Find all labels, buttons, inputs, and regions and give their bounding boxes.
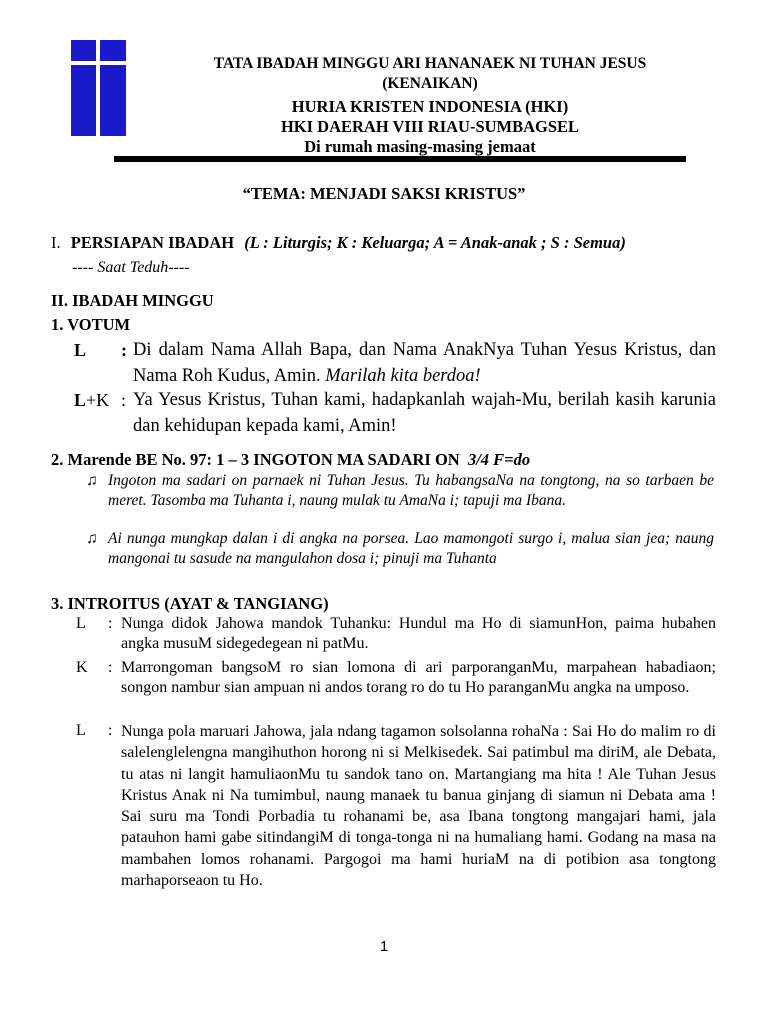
votum-heading: 1. VOTUM	[51, 315, 131, 334]
role-legend: (L : Liturgis; K : Keluarga; A = Anak-anak ; S : Semua)	[244, 233, 626, 252]
introitus-heading: 3. INTROITUS (AYAT & TANGIANG)	[51, 594, 329, 613]
header-line-1: TATA IBADAH MINGGU ARI HANANAEK NI TUHAN JESUS	[213, 55, 647, 72]
section-number: I.	[51, 233, 61, 252]
section-persiapan	[51, 233, 626, 253]
votum-liturgist-text	[133, 337, 716, 389]
votum-l-main: Di dalam Nama Allah Bapa, dan Nama AnakNya Tuhan Yesus Kristus, dan Nama Roh Kudus, Amin.	[133, 340, 716, 386]
introitus-l2-label: L	[76, 722, 86, 739]
quiet-moment-note: ---- Saat Teduh----	[72, 259, 190, 276]
header-title	[130, 54, 730, 94]
header-line-2: (KENAIKAN)	[382, 75, 478, 92]
introitus-k-colon: :	[108, 659, 113, 676]
hymn-heading	[51, 450, 530, 470]
header-rule	[114, 156, 686, 162]
header-organization	[130, 97, 730, 157]
music-note-icon: ♫	[86, 472, 98, 489]
hymn-verse-2: Ai nunga mungkap dalan i di angka na porsea. Lao mamongoti surgo i, malua sian jea; naung mangonai tu sasude na mangulahon dosa i; pinuji ma Tuhanta	[108, 530, 714, 567]
theme-title: “TEMA: MENJADI SAKSI KRISTUS”	[242, 184, 526, 203]
introitus-l1-text: Nunga didok Jahowa mandok Tuhanku: Hundul ma Ho di siamunHon, paima hubahen angka musuM sidegedegean ni patMu.	[121, 615, 716, 652]
introitus-l2-text: Nunga pola maruari Jahowa, jala ndang tagamon solsolanna rohaNa : Sai Ho do malim ro di salelenglelengna mangihuthon horong ni si Melkisedek. Sai patimbul ma diriM, ale Debata, tu atas ni langit hamuliaonMu tu sandok tano on. Martangiang ma hita ! Ale Tuhan Jesus Kristus Anak ni Na tumimbul, naung manaek tu banua ginjang di siamun ni Debata ama ! Sai suru ma Tondi Porbadia tu rohanami be, asa Ibana tongtong mangajari hami, jala patauhon hami gabe sitindangiM di tonga-tonga ni na humaliang hami. Godang na masa na mambahen lomos rohanami. Pargogoi ma hami huriaM na di potibion asa tongtong marhaporseaon tu Ho.	[121, 723, 716, 890]
votum-response-text: Ya Yesus Kristus, Tuhan kami, hadapkanlah wajah-Mu, berilah kasih karunia dan kehidupan kepada kami, Amin!	[133, 390, 716, 436]
introitus-k-text: Marrongoman bangsoM ro sian lomona di ari parporanganMu, marpahean habadiaon; songon nambur sian ampuan ni andos torang ro do tu Ho paranganMu angka na umposo.	[121, 659, 716, 696]
header-line-3: HURIA KRISTEN INDONESIA (HKI)	[291, 97, 569, 116]
votum-l-invitation: Marilah kita berdoa!	[325, 366, 481, 386]
introitus-l2-colon: :	[108, 722, 113, 739]
page-number: 1	[379, 938, 389, 955]
liturgist-family-label	[74, 390, 109, 411]
hymn-key: 3/4 F=do	[467, 450, 531, 469]
header-line-4: HKI DAERAH VIII RIAU-SUMBAGSEL	[280, 117, 580, 136]
music-note-icon: ♫	[86, 530, 98, 547]
liturgist-label: L	[74, 340, 87, 360]
liturgist-colon: :	[121, 340, 127, 360]
lk-label-l: L	[74, 390, 87, 410]
section-ibadah-minggu: II. IBADAH MINGGU	[51, 291, 214, 310]
section-title: PERSIAPAN IBADAH	[70, 233, 235, 252]
hymn-title: 2. Marende BE No. 97: 1 – 3 INGOTON MA SADARI ON	[51, 450, 460, 469]
introitus-l1-colon: :	[108, 615, 113, 632]
church-cross-logo	[71, 40, 126, 136]
hymn-verse-1: Ingoton ma sadari on parnaek ni Tuhan Jesus. Tu habangsaNa na tongtong, na so tarbaen be meret. Tasomba ma Tuhanta i, naung mulak tu AmaNa i; tapuji ma Ibana.	[108, 472, 714, 509]
header-line-5: Di rumah masing-masing jemaat	[304, 137, 536, 156]
introitus-l1-label: L	[76, 615, 86, 632]
liturgist-family-colon: :	[121, 390, 127, 410]
lk-label-k: +K	[86, 390, 110, 410]
introitus-k-label: K	[76, 659, 88, 676]
